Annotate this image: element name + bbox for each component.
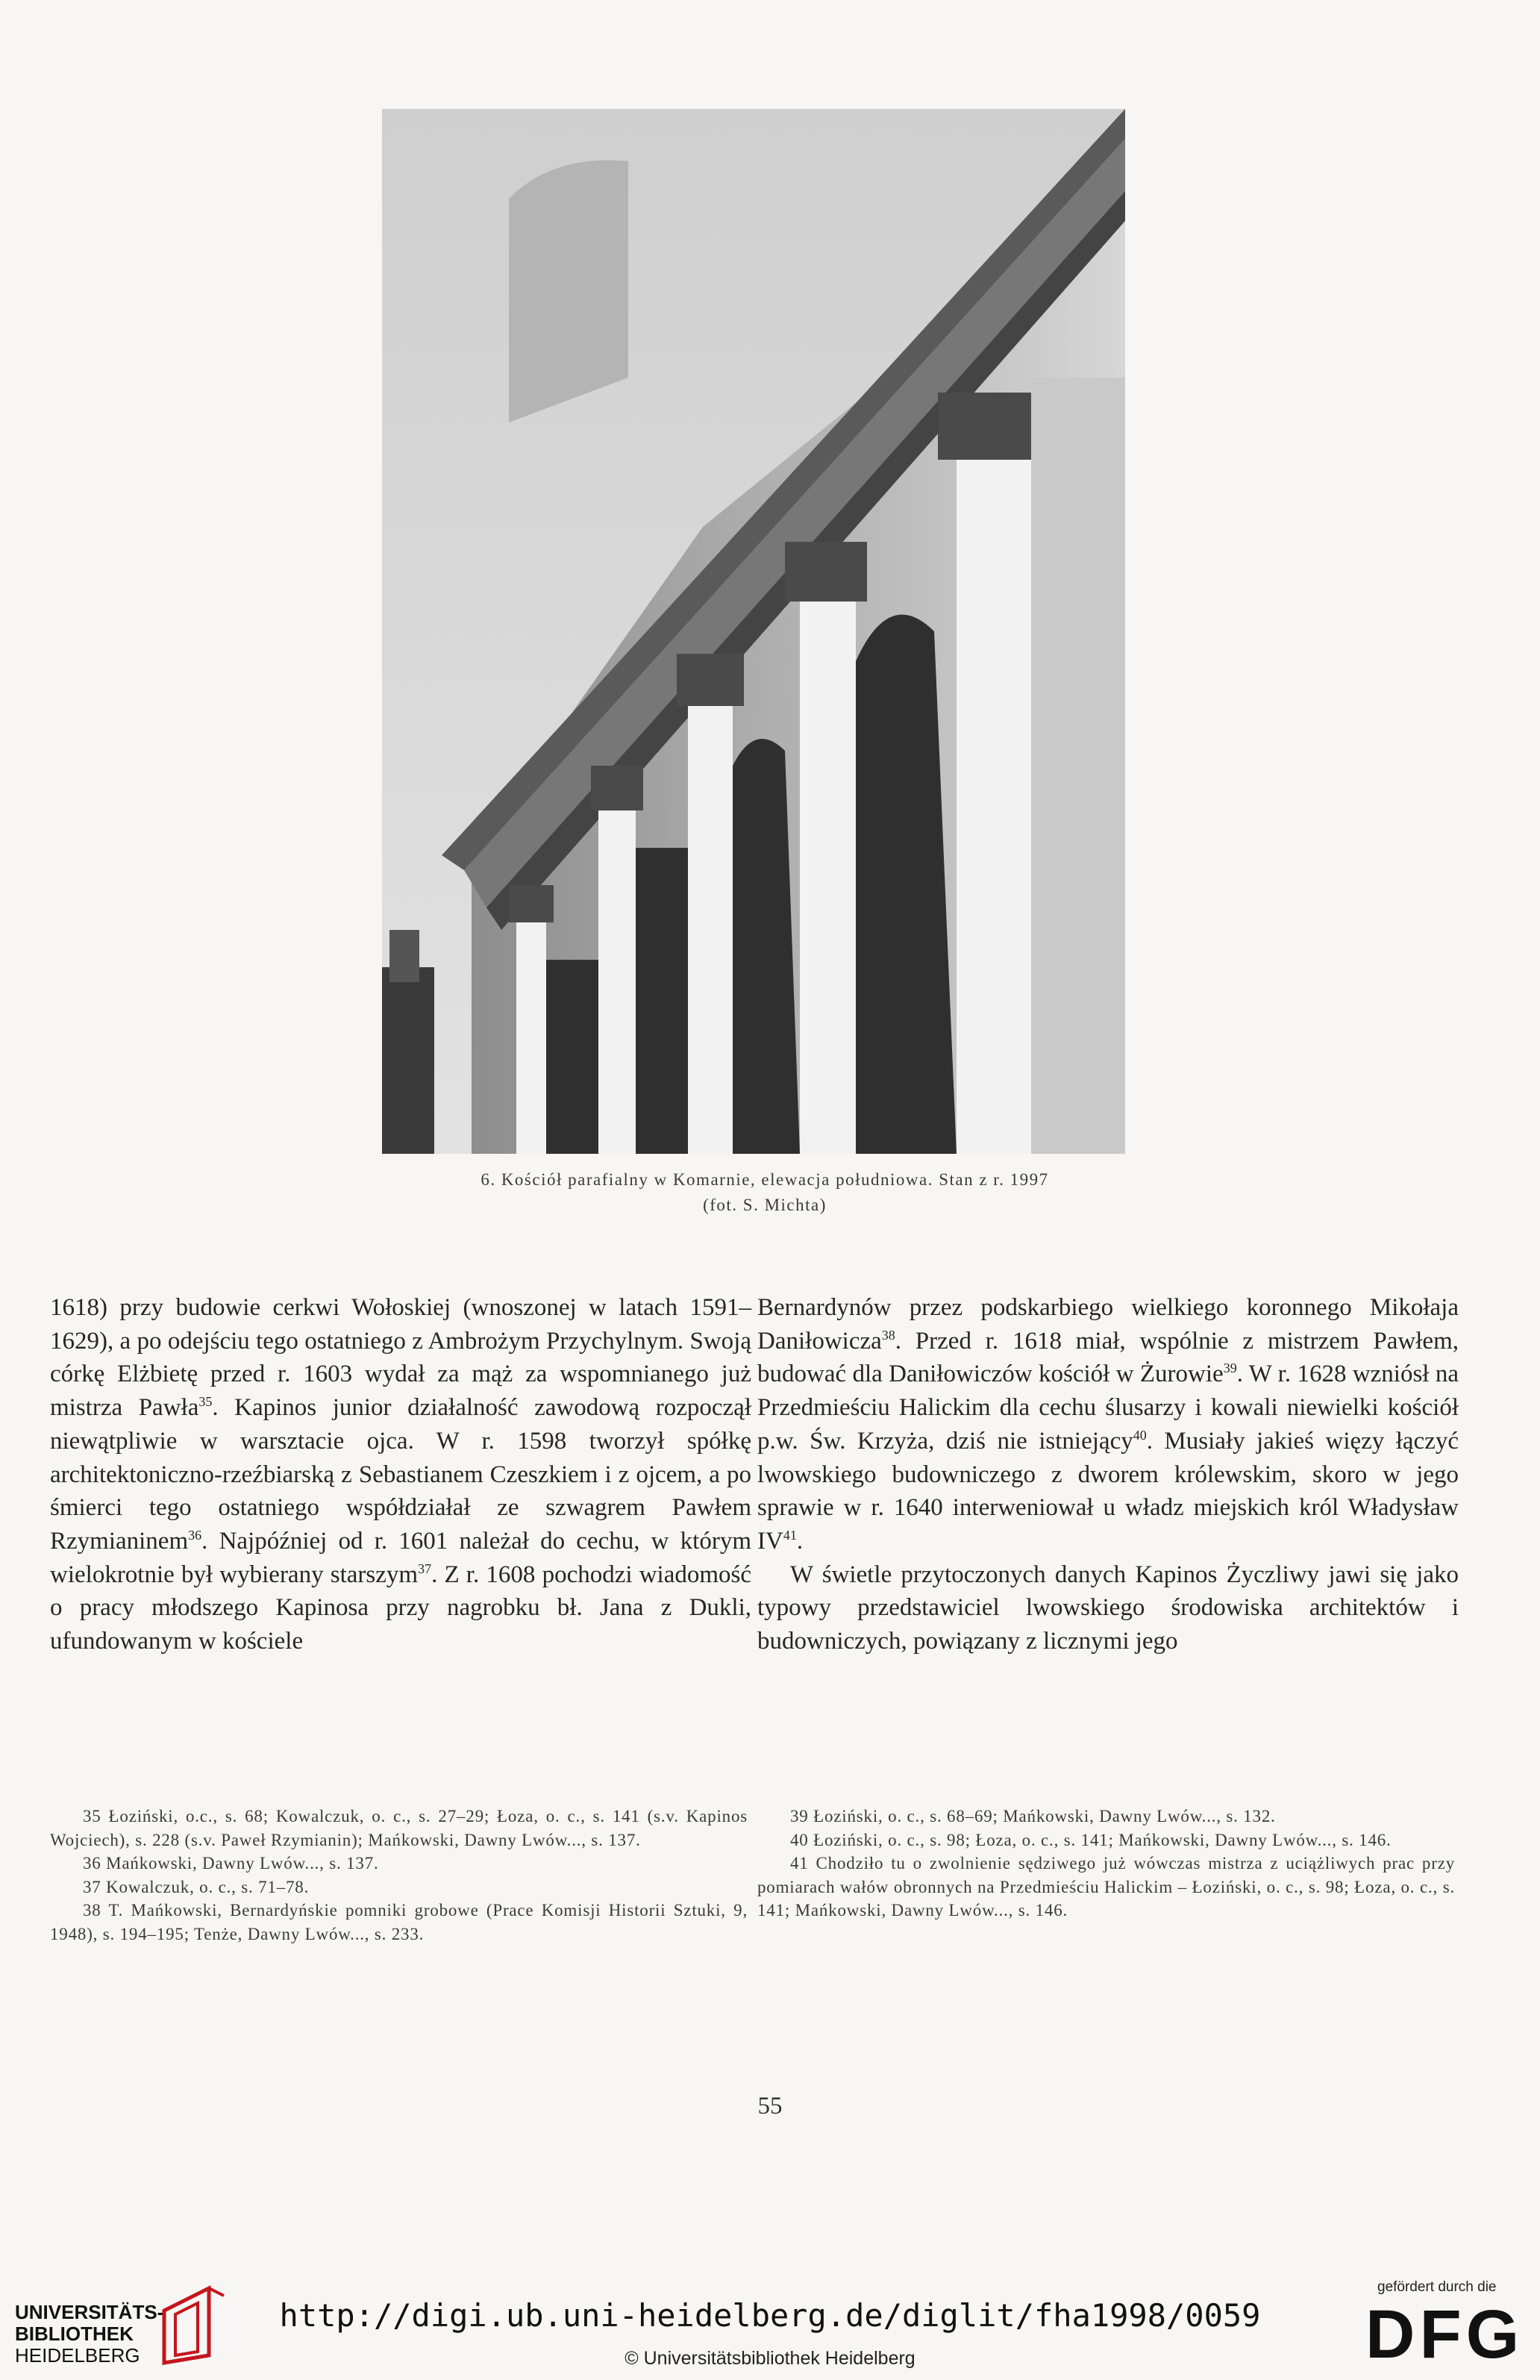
digitization-footer xyxy=(0,2254,1540,2380)
text-span: . xyxy=(796,1527,804,1555)
page-number: 55 xyxy=(757,2093,783,2120)
text-span: Bernardynów przez podskarbiego wielkiego koronnego Mikołaja Daniłowicza xyxy=(757,1294,1459,1355)
text-span: . Najpóźniej od r. 1601 należał do cechu, w którym wielokrotnie był wybierany starszym xyxy=(50,1527,751,1588)
right-paragraph-1 xyxy=(757,1291,1459,1558)
footnotes-right xyxy=(757,1805,1455,1923)
text-span: . Z r. 1608 pochodzi wiadomość o pracy młodszego Kapinosa przy nagrobku bł. Jana z Dukli, ufundowanym w kościele xyxy=(50,1561,752,1655)
library-line-3: HEIDELBERG xyxy=(15,2344,140,2367)
footnote-ref-37: 37 xyxy=(418,1561,432,1576)
figure-caption xyxy=(328,1167,1201,1218)
copyright-notice: © Universitätsbibliothek Heidelberg xyxy=(625,2348,915,2369)
library-line-2: BIBLIOTHEK xyxy=(15,2323,134,2345)
permalink-url[interactable]: http://digi.ub.uni-heidelberg.de/diglit/fha1998/0059 xyxy=(279,2297,1261,2334)
footnote-ref-40: 40 xyxy=(1133,1427,1147,1443)
footnote-41: 41 Chodziło tu o zwolnienie sędziwego już wówczas mistrza z uciążliwych prac przy pomiarach wałów obronnych na Przedmieściu Halickim – Łoziński, o. c., s. 98; Łoza, o. c., s. 141; Mańkowski, Dawny Lwów..., s. 146. xyxy=(757,1854,1455,1920)
footnote-37: 37 Kowalczuk, o. c., s. 71–78. xyxy=(83,1877,310,1896)
left-text-column xyxy=(50,1291,751,1658)
text-span: 1618) przy budowie cerkwi Wołoskiej (wnoszonej w latach 1591–1629), a po odejściu tego ostatniego z Ambrożym Przychylnym. Swoją córkę Elżbietę przed r. 1603 wydał za mąż za wspomnianego już mistrza Pawła xyxy=(50,1294,751,1422)
footnote-39: 39 Łoziński, o. c., s. 68–69; Mańkowski, Dawny Lwów..., s. 132. xyxy=(790,1807,1276,1825)
text-span: . Musiały jakieś więzy łączyć lwowskiego budowniczego z dworem królewskim, skoro w jego sprawie w r. 1640 interweniował u władz miejskich król Władysław IV xyxy=(757,1427,1459,1555)
footnote-ref-35: 35 xyxy=(198,1394,213,1410)
right-text-column xyxy=(757,1291,1459,1658)
footnotes-left xyxy=(50,1805,748,1946)
text-span: . W r. 1628 wzniósł na Przedmieściu Halickim dla cechu ślusarzy i kowali niewielki kościół p.w. Św. Krzyża, dziś nie istniejący xyxy=(757,1361,1459,1455)
footnote-ref-36: 36 xyxy=(188,1527,202,1543)
footnote-ref-39: 39 xyxy=(1223,1361,1237,1376)
footnote-36: 36 Mańkowski, Dawny Lwów..., s. 137. xyxy=(83,1854,379,1873)
dfg-logo: DFG xyxy=(1365,2296,1524,2373)
caption-credit: (fot. S. Michta) xyxy=(703,1196,827,1214)
left-paragraph xyxy=(50,1291,751,1658)
footnote-40: 40 Łoziński, o. c., s. 98; Łoza, o. c., s. 141; Mańkowski, Dawny Lwów..., s. 146. xyxy=(790,1830,1392,1849)
right-paragraph-2: W świetle przytoczonych danych Kapinos Życzliwy jawi się jako typowy przedstawiciel lwowskiego środowiska architektów i budowniczych, powiązany z licznymi jego xyxy=(757,1561,1459,1655)
library-line-1: UNIVERSITÄTS- xyxy=(15,2301,164,2323)
text-span: . Kapinos junior działalność zawodową rozpoczął niewątpliwie w warsztacie ojca. W r. 1598 tworzył spółkę architektoniczno-rzeźbiarską z Sebastianem Czeszkiem i z ojcem, a po śmierci tego ostatniego współdziałał ze szwagrem Pawłem Rzymianinem xyxy=(50,1394,751,1555)
footnote-35: 35 Łoziński, o.c., s. 68; Kowalczuk, o. c., s. 27–29; Łoza, o. c., s. 141 (s.v. Kapinos Wojciech), s. 228 (s.v. Paweł Rzymianin); Mańkowski, Dawny Lwów..., s. 137. xyxy=(50,1807,748,1849)
footnote-38: 38 T. Mańkowski, Bernardyńskie pomniki grobowe (Prace Komisji Historii Sztuki, 9, 1948), s. 194–195; Tenże, Dawny Lwów..., s. 233. xyxy=(50,1901,748,1943)
funding-note: gefördert durch die xyxy=(1377,2279,1497,2295)
text-span: . Przed r. 1618 miał, wspólnie z mistrzem Pawłem, budować dla Daniłowiczów kościół w Żurowie xyxy=(757,1327,1459,1388)
church-facade-photo xyxy=(382,109,1125,1154)
footnote-ref-41: 41 xyxy=(783,1527,797,1543)
footnote-ref-38: 38 xyxy=(881,1327,895,1343)
caption-title: 6. Kościół parafialny w Komarnie, elewacja południowa. Stan z r. 1997 xyxy=(481,1170,1049,1189)
